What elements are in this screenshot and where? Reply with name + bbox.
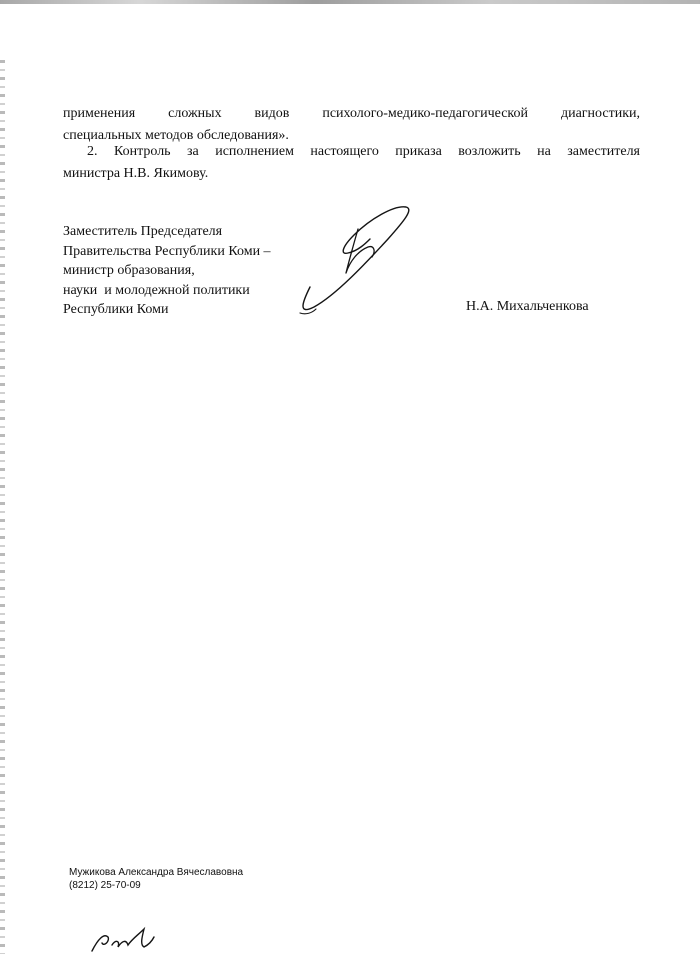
signatory-title-line: Заместитель Председателя (63, 224, 223, 239)
signatory-title (63, 222, 271, 320)
signatory-title-line: науки и молодежной политики (63, 282, 250, 298)
paragraph-2-line-2: министра Н.В. Якимову. (63, 166, 209, 181)
signatory-name: Н.А. Михальченкова (466, 299, 589, 314)
handwritten-initials (88, 925, 158, 954)
paragraph-2 (63, 141, 640, 185)
scan-edge-left (0, 60, 5, 954)
signatory-title-line: министр образования, (63, 263, 195, 278)
paragraph-2-line-1: 2. Контроль за исполнением настоящего приказа возложить на заместителя (87, 144, 640, 159)
executor-contact (69, 866, 243, 892)
paragraph-1-line-1: применения сложных видов психолого-медико-педагогической диагностики, (63, 106, 640, 121)
handwritten-signature (296, 203, 418, 315)
executor-name: Мужикова Александра Вячеславовна (69, 867, 244, 878)
signatory-title-line: Республики Коми (63, 302, 169, 317)
executor-phone: (8212) 25-70-09 (69, 880, 141, 891)
signatory-title-line: Правительства Республики Коми – (63, 243, 271, 259)
scan-edge-top (0, 0, 700, 4)
paragraph-1-line-2: специальных методов обследования». (63, 128, 289, 143)
